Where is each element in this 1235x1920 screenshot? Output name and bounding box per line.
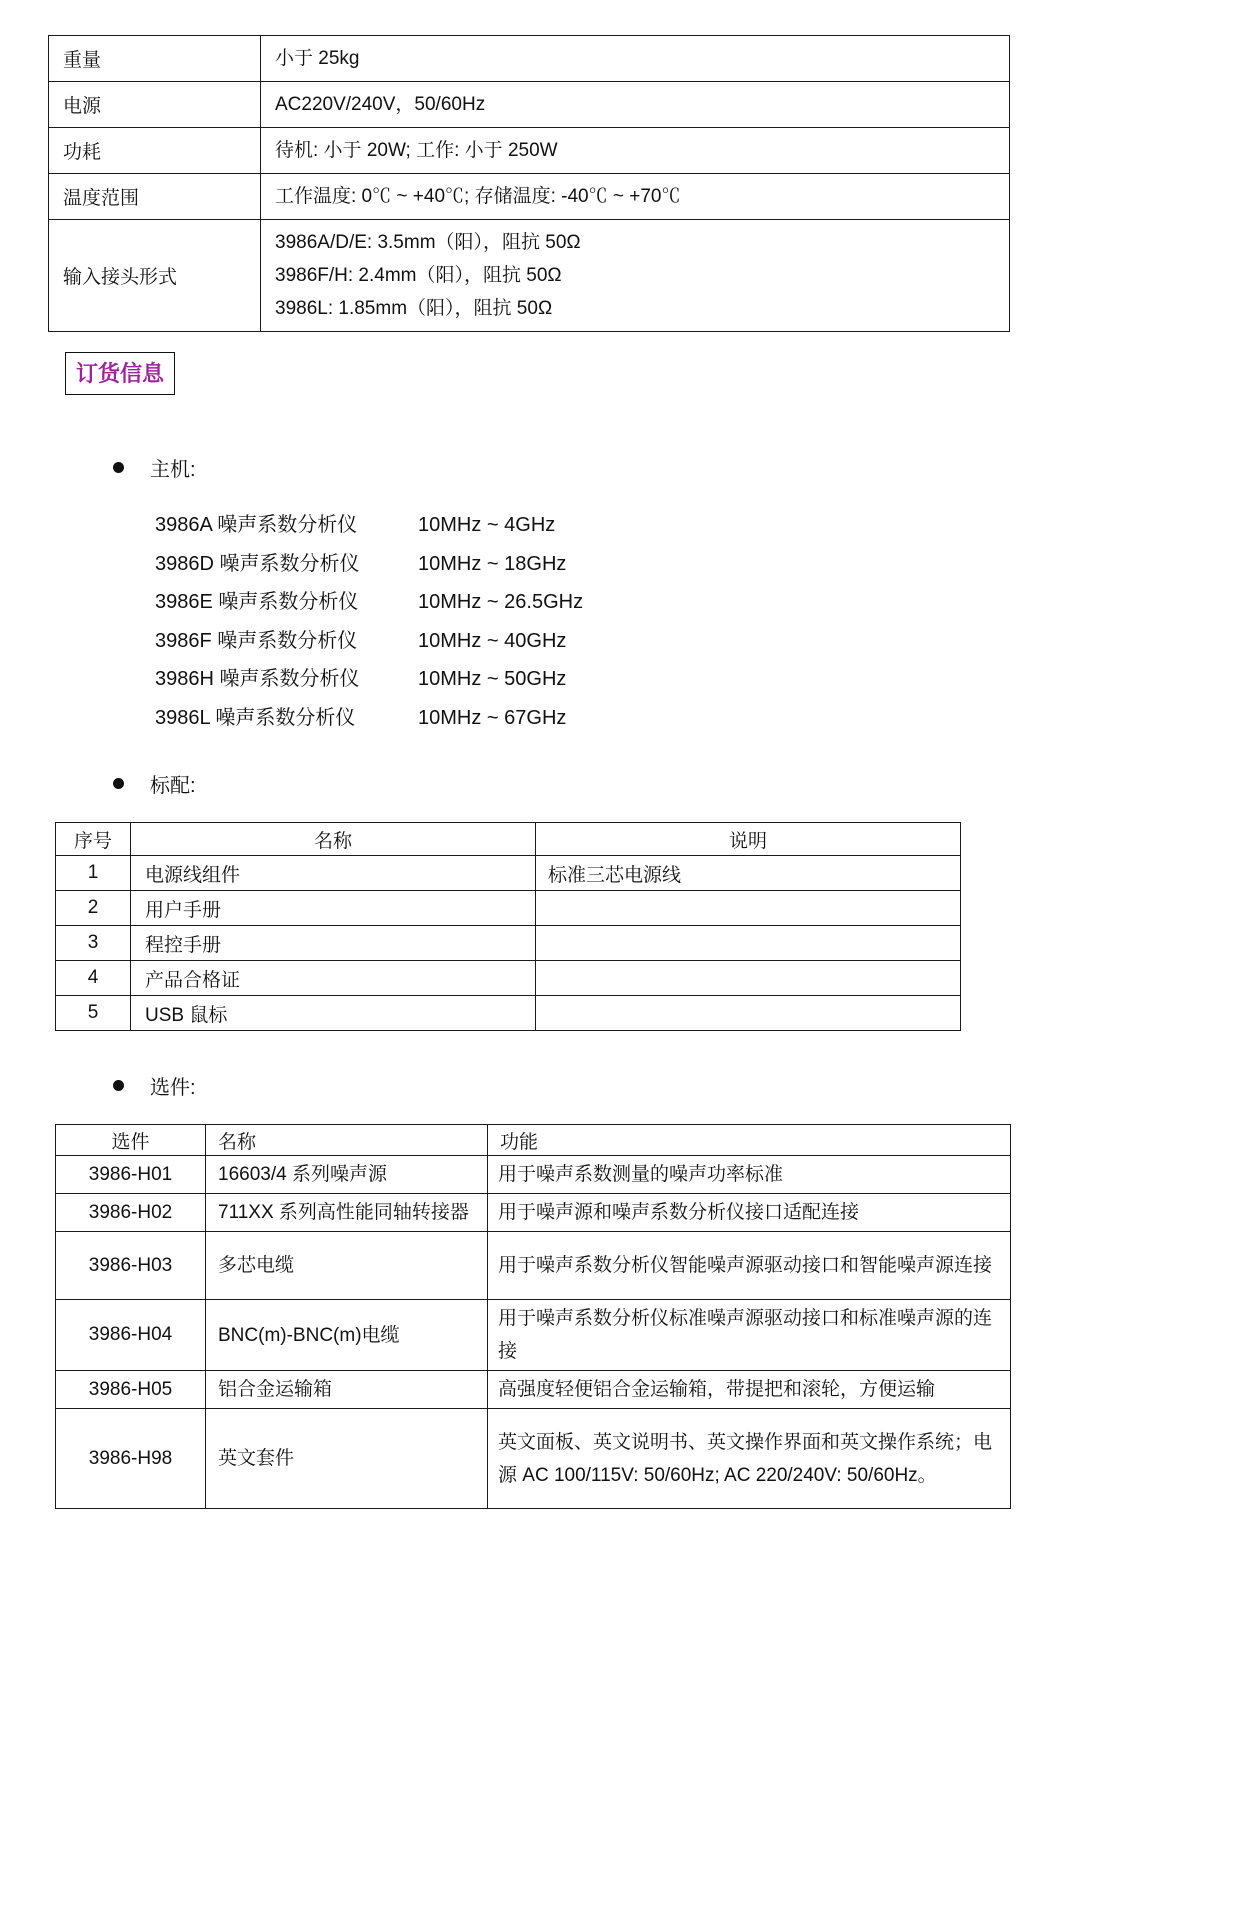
section-heading: 主机: [150,459,196,481]
spec-value: 工作温度: 0℃ ~ +40℃; 存储温度: -40℃ ~ +70℃ [275,186,681,207]
row-desc [536,996,961,1031]
model-name: 3986H 噪声系数分析仪 [155,668,360,690]
spec-value-line: 3986F/H: 2.4mm（阳），阻抗 50Ω [275,265,562,286]
option-name: 711XX 系列高性能同轴转接器 [206,1194,488,1232]
table-row [49,128,1010,174]
options-table [55,1124,1011,1509]
section-options [113,1071,1235,1100]
option-code: 3986-H02 [56,1194,206,1232]
section-main-units [113,453,1235,482]
row-no: 5 [56,996,131,1031]
row-name: 产品合格证 [131,961,536,996]
list-item [155,506,1235,545]
table-row [49,220,1010,332]
table-row [56,856,961,891]
option-function: 用于噪声系数分析仪智能噪声源驱动接口和智能噪声源连接 [488,1232,1011,1300]
section-heading: 标配: [150,775,196,797]
main-unit-list [155,506,1235,737]
model-range: 10MHz ~ 4GHz [418,514,556,536]
table-row [56,1371,1011,1409]
model-range: 10MHz ~ 50GHz [418,668,567,690]
option-function: 英文面板、英文说明书、英文操作界面和英文操作系统；电源 AC 100/115V: 50/60Hz; AC 220/240V: 50/60Hz。 [488,1409,1011,1509]
model-range: 10MHz ~ 40GHz [418,629,567,652]
row-name: 电源线组件 [131,856,536,891]
model-name: 3986A 噪声系数分析仪 [155,514,358,536]
row-no: 4 [56,961,131,996]
column-header-function: 功能 [488,1125,1011,1156]
spec-value: 待机: 小于 20W; 工作: 小于 250W [275,140,558,161]
standard-config-table [55,822,961,1031]
spec-label: 电源 [49,82,261,128]
option-code: 3986-H04 [56,1300,206,1371]
table-row [56,1409,1011,1509]
row-name: 用户手册 [131,891,536,926]
bullet-icon [113,1080,124,1091]
column-header-option: 选件 [56,1125,206,1156]
model-name: 3986F 噪声系数分析仪 [155,629,358,652]
column-header-no: 序号 [56,823,131,856]
option-function: 用于噪声系数测量的噪声功率标准 [488,1156,1011,1194]
spec-value: AC220V/240V，50/60Hz [275,94,486,115]
section-standard-config [113,769,1235,798]
list-item [155,583,1235,622]
spec-value-line: 3986L: 1.85mm（阳），阻抗 50Ω [275,298,553,319]
section-heading: 选件: [150,1077,196,1099]
row-desc [536,961,961,996]
option-function: 用于噪声系数分析仪标准噪声源驱动接口和标准噪声源的连接 [488,1300,1011,1371]
spec-table [48,35,1010,332]
model-range: 10MHz ~ 26.5GHz [418,591,584,613]
spec-label: 重量 [49,36,261,82]
option-code: 3986-H01 [56,1156,206,1194]
row-no: 1 [56,856,131,891]
list-item [155,545,1235,584]
model-name: 3986E 噪声系数分析仪 [155,591,359,613]
row-name: 程控手册 [131,926,536,961]
option-code: 3986-H98 [56,1409,206,1509]
ordering-info-heading: 订货信息 [65,352,175,395]
column-header-name: 名称 [206,1125,488,1156]
table-row [56,1194,1011,1232]
row-desc [536,891,961,926]
option-name: BNC(m)-BNC(m)电缆 [206,1300,488,1371]
model-name: 3986L 噪声系数分析仪 [155,706,356,729]
table-row [49,36,1010,82]
bullet-icon [113,778,124,789]
row-no: 3 [56,926,131,961]
model-range: 10MHz ~ 67GHz [418,706,567,729]
bullet-icon [113,462,124,473]
table-row [56,1300,1011,1371]
table-row [49,82,1010,128]
column-header-name: 名称 [131,823,536,856]
option-code: 3986-H03 [56,1232,206,1300]
list-item [155,660,1235,699]
spec-value-line: 3986A/D/E: 3.5mm（阳），阻抗 50Ω [275,232,581,253]
model-range: 10MHz ~ 18GHz [418,552,567,575]
row-name: USB 鼠标 [131,996,536,1031]
option-name: 铝合金运输箱 [206,1371,488,1409]
spec-label: 功耗 [49,128,261,174]
table-row [56,926,961,961]
table-header-row [56,1125,1011,1156]
table-row [49,174,1010,220]
option-name: 多芯电缆 [206,1232,488,1300]
table-header-row [56,823,961,856]
table-row [56,996,961,1031]
row-desc [536,926,961,961]
table-row [56,891,961,926]
column-header-desc: 说明 [536,823,961,856]
option-name: 英文套件 [206,1409,488,1509]
table-row [56,1232,1011,1300]
table-row [56,961,961,996]
spec-label: 输入接头形式 [49,220,261,332]
model-name: 3986D 噪声系数分析仪 [155,552,360,575]
option-function: 用于噪声源和噪声系数分析仪接口适配连接 [488,1194,1011,1232]
option-code: 3986-H05 [56,1371,206,1409]
spec-value: 小于 25kg [275,48,360,69]
list-item [155,622,1235,661]
row-desc: 标准三芯电源线 [536,856,961,891]
row-no: 2 [56,891,131,926]
table-row [56,1156,1011,1194]
spec-label: 温度范围 [49,174,261,220]
list-item [155,699,1235,738]
option-function: 高强度轻便铝合金运输箱，带提把和滚轮，方便运输 [488,1371,1011,1409]
option-name: 16603/4 系列噪声源 [206,1156,488,1194]
